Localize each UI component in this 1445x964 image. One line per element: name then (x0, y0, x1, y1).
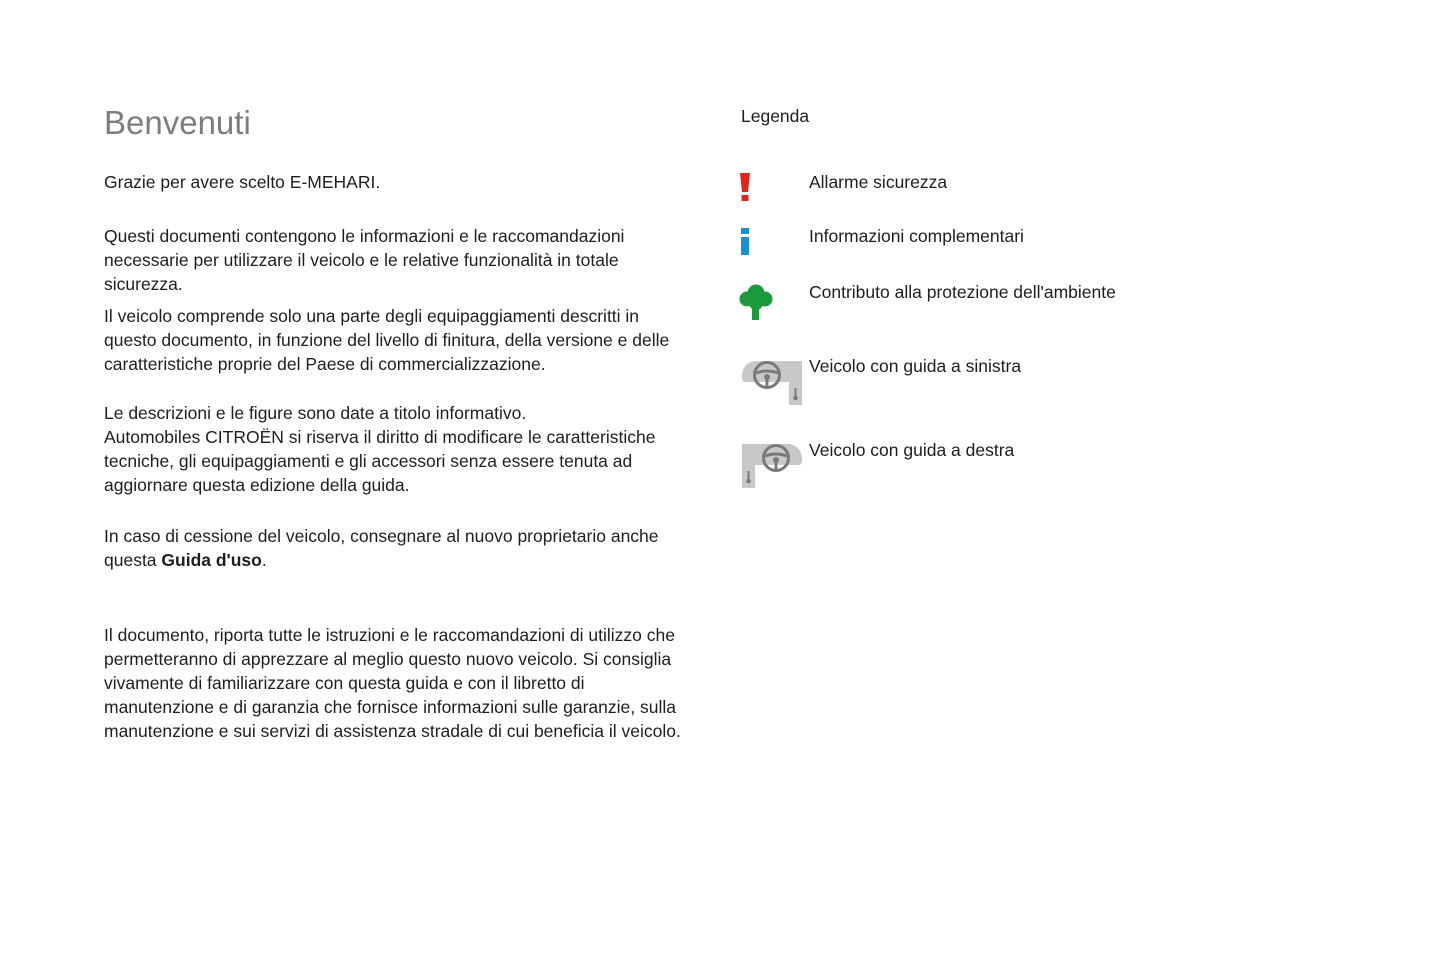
tree-icon (738, 282, 774, 322)
paragraph-equipment: Il veicolo comprende solo una parte degli equipaggiamenti descritti in questo documento, in funzione del livello di finitura, della versione e delle caratteristiche proprie del Paese di commercializzazione. (104, 306, 670, 374)
exclamation-icon (737, 172, 753, 202)
paragraph-transfer (104, 524, 694, 572)
intro-text: Grazie per avere scelto E-MEHARI. (104, 172, 381, 192)
transfer-text: In caso di cessione del veicolo, consegnare al nuovo proprietario anche questa (104, 526, 659, 570)
left-hand-drive-icon (740, 358, 804, 408)
paragraph-documents: Questi documenti contengono le informazioni e le raccomandazioni necessarie per utilizzare il veicolo e le relative funzionalità in totale sicurezza. (104, 226, 625, 294)
transfer-period: . (261, 550, 267, 570)
descriptions-line: Le descrizioni e le figure sono date a titolo informativo. (104, 403, 527, 423)
legend-label-left-hand-drive: Veicolo con guida a sinistra (809, 356, 1022, 376)
info-icon (738, 228, 752, 256)
guide-name: Guida d'uso (161, 550, 262, 570)
legend-label-safety-alarm: Allarme sicurezza (809, 172, 948, 192)
legend-title: Legenda (741, 106, 810, 126)
paragraph-descriptions (104, 401, 694, 497)
legend-label-right-hand-drive: Veicolo con guida a destra (809, 440, 1015, 460)
paragraph-document-usage: Il documento, riporta tutte le istruzioni e le raccomandazioni di utilizzo che permetteranno di apprezzare al meglio questo nuovo veicolo. Si consiglia vivamente di familiarizzare con questa guida e con il libretto di manutenzione e di garanzia che fornisce informazioni sulle garanzie, sulla manutenzione e sui servizi di assistenza stradale di cui beneficia il veicolo. (104, 625, 681, 741)
citroen-rights-line: Automobiles CITROËN si riserva il diritto di modificare le caratteristiche tecniche, gli equipaggiamenti e gli accessori senza essere tenuta ad aggiornare questa edizione della guida. (104, 427, 656, 495)
right-hand-drive-icon (740, 441, 804, 491)
page-title: Benvenuti (104, 104, 251, 141)
legend-label-environment: Contributo alla protezione dell'ambiente (809, 282, 1116, 302)
legend-label-complementary-info: Informazioni complementari (809, 226, 1024, 246)
